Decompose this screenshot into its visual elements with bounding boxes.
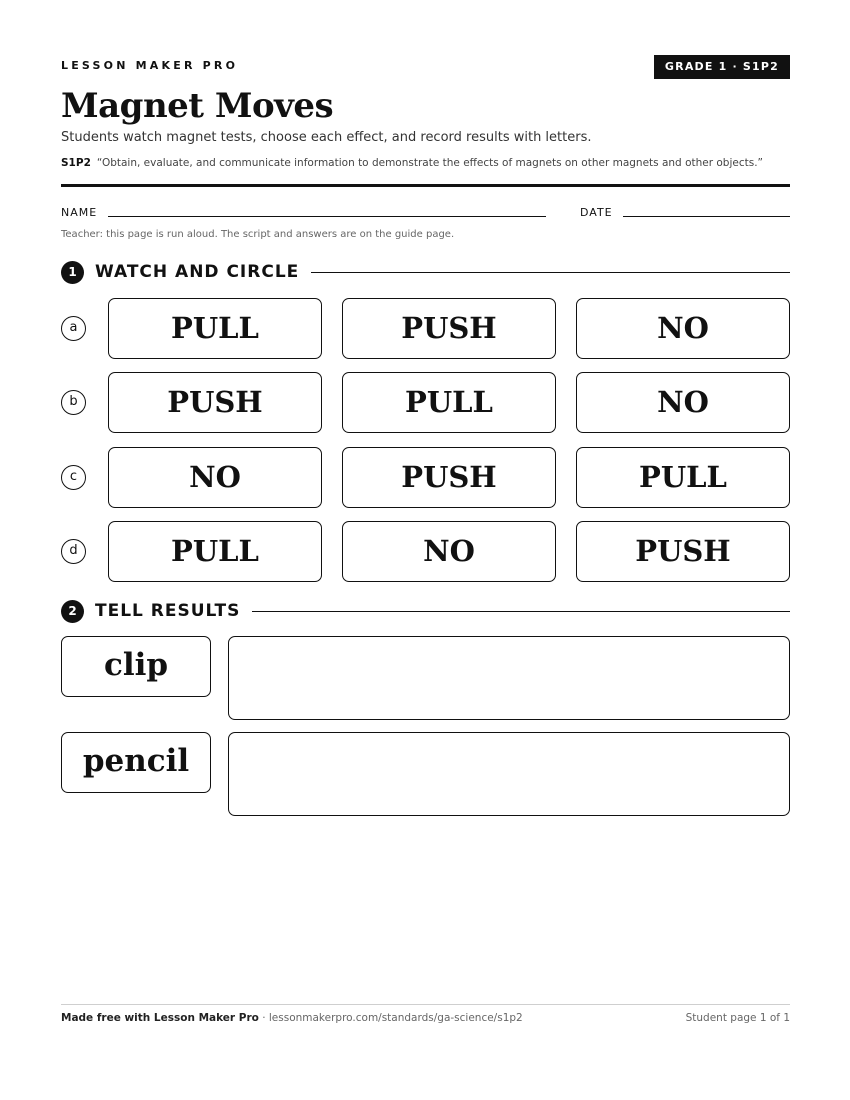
section-divider (311, 272, 790, 273)
row-label: a (61, 316, 86, 341)
name-field[interactable] (108, 216, 546, 217)
choice-button[interactable]: PUSH (576, 521, 790, 582)
choice-button[interactable]: PULL (108, 521, 322, 582)
row-label: c (61, 465, 86, 490)
choice-button[interactable]: PUSH (342, 298, 556, 359)
choice-button[interactable]: PULL (576, 447, 790, 508)
choice-button[interactable]: NO (576, 298, 790, 359)
standard-line (61, 157, 763, 169)
choice-button[interactable]: NO (576, 372, 790, 433)
date-label: DATE (580, 206, 613, 219)
section-number-badge: 2 (61, 600, 84, 623)
name-label: NAME (61, 206, 98, 219)
section-divider (252, 611, 790, 612)
page-title: Magnet Moves (61, 86, 334, 126)
standard-text: “Obtain, evaluate, and communicate information to demonstrate the effects of magnets on other magnets and other objects.” (96, 157, 763, 169)
row-label: d (61, 539, 86, 564)
header-divider (61, 184, 790, 187)
section-number-badge: 1 (61, 261, 84, 284)
choice-button[interactable]: NO (342, 521, 556, 582)
answer-box[interactable] (228, 636, 790, 720)
object-card: clip (61, 636, 211, 697)
footer-url: · lessonmakerpro.com/standards/ga-science/s1p2 (258, 1012, 523, 1024)
choice-button[interactable]: PUSH (342, 447, 556, 508)
brand-name: LESSON MAKER PRO (61, 59, 239, 72)
page-subtitle: Students watch magnet tests, choose each effect, and record results with letters. (61, 130, 592, 145)
section-title: WATCH AND CIRCLE (95, 262, 300, 282)
choice-button[interactable]: PULL (108, 298, 322, 359)
section-tell-results (61, 598, 790, 624)
footer-page-number: Student page 1 of 1 (685, 1012, 790, 1024)
footer-made-with: Made free with Lesson Maker Pro (61, 1012, 259, 1024)
date-field[interactable] (623, 216, 790, 217)
section-title: TELL RESULTS (95, 601, 241, 621)
row-label: b (61, 390, 86, 415)
footer-divider (61, 1004, 790, 1005)
choice-button[interactable]: NO (108, 447, 322, 508)
choice-button[interactable]: PUSH (108, 372, 322, 433)
choice-button[interactable]: PULL (342, 372, 556, 433)
section-watch-and-circle (61, 259, 790, 285)
worksheet-page (61, 0, 790, 1100)
teacher-note: Teacher: this page is run aloud. The script and answers are on the guide page. (61, 229, 455, 240)
grade-badge: GRADE 1 · S1P2 (654, 55, 790, 79)
standard-code: S1P2 (61, 157, 91, 169)
answer-box[interactable] (228, 732, 790, 816)
object-card: pencil (61, 732, 211, 793)
footer-credit (61, 1012, 523, 1024)
